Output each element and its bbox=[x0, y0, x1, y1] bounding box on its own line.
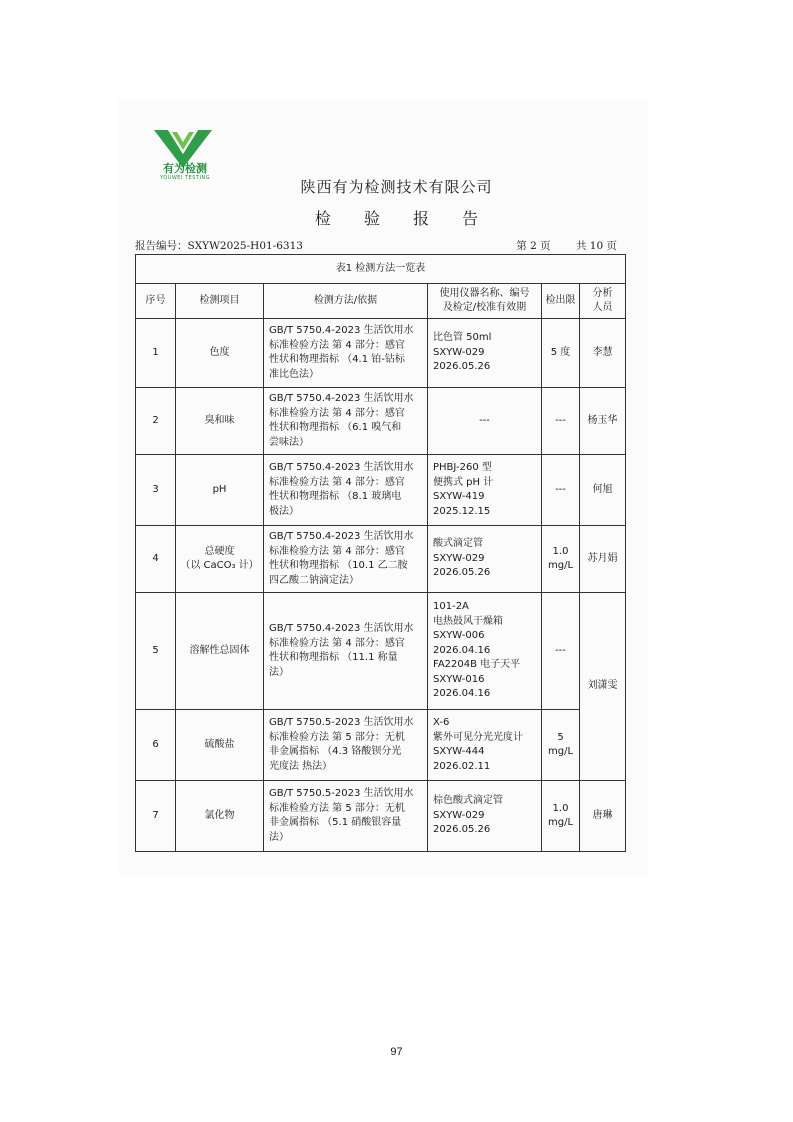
cell-analyst: 苏月娟 bbox=[580, 526, 626, 593]
header-instrument-line: 及检定/校准有效期 bbox=[442, 302, 527, 313]
instrument-line: 棕色酸式滴定管 bbox=[433, 795, 503, 807]
page-info bbox=[494, 238, 617, 253]
cell-method bbox=[264, 710, 428, 781]
method-line: 极法） bbox=[269, 505, 299, 517]
instrument-line: SXYW-029 bbox=[433, 346, 485, 358]
cell-item: 溶解性总固体 bbox=[176, 593, 264, 710]
method-line: 标准检验方法 第 4 部分：感官 bbox=[269, 476, 405, 488]
instrument-line: 紫外可见分光光度计 bbox=[433, 731, 523, 743]
cell-analyst: 刘潇雯 bbox=[580, 593, 626, 781]
cell-seq: 1 bbox=[136, 319, 176, 388]
cell-seq: 6 bbox=[136, 710, 176, 781]
method-line: 性状和物理指标 （8.1 玻璃电 bbox=[269, 491, 402, 502]
instrument-line: X-6 bbox=[433, 717, 450, 728]
method-line: 标准检验方法 第 5 部分：无机 bbox=[269, 802, 405, 814]
cell-item: 色度 bbox=[176, 319, 264, 388]
logo-text-cn: 有为检测 bbox=[163, 162, 207, 175]
logo-text-en: YOUWEI TESTING bbox=[159, 175, 211, 181]
header-analyst-line: 分析 bbox=[592, 287, 613, 299]
method-line: 性状和物理指标 （10.1 乙二胺 bbox=[269, 560, 408, 571]
cell-instrument bbox=[428, 455, 542, 526]
table-row bbox=[136, 319, 626, 388]
method-line: GB/T 5750.4-2023 生活饮用水 bbox=[269, 462, 414, 473]
table-row bbox=[136, 781, 626, 852]
cell-instrument bbox=[428, 593, 542, 710]
method-line: 光度法 热法） bbox=[269, 760, 333, 772]
method-line: 非金属指标 （4.3 铬酸钡分光 bbox=[269, 746, 402, 757]
instrument-line: 2026.05.26 bbox=[433, 361, 491, 373]
instrument-line: 2026.05.26 bbox=[433, 824, 491, 836]
cell-item bbox=[176, 526, 264, 593]
limit-line: 1.0 bbox=[552, 802, 569, 814]
instrument-line: 101-2A bbox=[433, 601, 469, 613]
cell-item: 硫酸盐 bbox=[176, 710, 264, 781]
method-line: 法） bbox=[269, 831, 289, 843]
cell-seq: 5 bbox=[136, 593, 176, 710]
limit-line: mg/L bbox=[547, 746, 574, 757]
report-header-line bbox=[135, 238, 625, 254]
cell-method bbox=[264, 319, 428, 388]
table-header-row bbox=[136, 284, 626, 319]
company-name: 陕西有为检测技术有限公司 bbox=[300, 178, 493, 196]
header-analyst bbox=[580, 284, 626, 319]
table-row bbox=[136, 388, 626, 455]
instrument-line: SXYW-029 bbox=[433, 552, 485, 564]
instrument-line: 电热鼓风干燥箱 bbox=[433, 615, 503, 627]
method-line: 性状和物理指标 （4.1 铂-钴标 bbox=[269, 354, 405, 365]
cell-instrument bbox=[428, 319, 542, 388]
limit-line: mg/L bbox=[547, 560, 574, 571]
method-line: 标准检验方法 第 4 部分：感官 bbox=[269, 407, 405, 419]
table-row bbox=[136, 526, 626, 593]
header-analyst-line: 人员 bbox=[592, 302, 613, 313]
method-table bbox=[135, 254, 626, 852]
instrument-line: 酸式滴定管 bbox=[433, 538, 483, 550]
cell-analyst: 杨玉华 bbox=[580, 388, 626, 455]
cell-seq: 3 bbox=[136, 455, 176, 526]
limit-line: 1.0 bbox=[552, 545, 569, 557]
cell-item: 氯化物 bbox=[176, 781, 264, 852]
header-instrument bbox=[428, 284, 542, 319]
cell-analyst: 唐琳 bbox=[580, 781, 626, 852]
method-line: 标准检验方法 第 5 部分：无机 bbox=[269, 731, 405, 743]
method-line: GB/T 5750.4-2023 生活饮用水 bbox=[269, 531, 414, 542]
header-seq: 序号 bbox=[136, 284, 176, 319]
table-caption: 表1 检测方法一览表 bbox=[136, 255, 626, 284]
header-method: 检测方法/依据 bbox=[264, 284, 428, 319]
instrument-line: PHBJ-260 型 bbox=[433, 462, 492, 473]
page-current: 第 2 页 bbox=[516, 240, 551, 252]
method-line: GB/T 5750.5-2023 生活饮用水 bbox=[269, 717, 414, 728]
page-total: 共 10 页 bbox=[575, 240, 617, 252]
header-limit: 检出限 bbox=[542, 284, 580, 319]
page-number: 97 bbox=[390, 1046, 403, 1058]
table-row bbox=[136, 455, 626, 526]
instrument-line: SXYW-029 bbox=[433, 809, 485, 821]
header-instrument-line: 使用仪器名称、编号 bbox=[439, 287, 530, 299]
item-line: 总硬度 bbox=[204, 545, 235, 557]
cell-instrument: --- bbox=[428, 388, 542, 455]
table-caption-row bbox=[136, 255, 626, 284]
method-line: GB/T 5750.4-2023 生活饮用水 bbox=[269, 325, 414, 336]
item-line: （以 CaCO₃ 计） bbox=[180, 560, 259, 571]
cell-instrument bbox=[428, 781, 542, 852]
method-line: GB/T 5750.4-2023 生活饮用水 bbox=[269, 623, 414, 634]
cell-analyst: 何旭 bbox=[580, 455, 626, 526]
method-line: GB/T 5750.4-2023 生活饮用水 bbox=[269, 393, 414, 404]
cell-instrument bbox=[428, 526, 542, 593]
cell-seq: 2 bbox=[136, 388, 176, 455]
instrument-line: 2026.05.26 bbox=[433, 567, 491, 579]
cell-item: 臭和味 bbox=[176, 388, 264, 455]
method-line: 准比色法） bbox=[269, 368, 319, 380]
method-line: 标准检验方法 第 4 部分：感官 bbox=[269, 545, 405, 557]
method-line: 性状和物理指标 （6.1 嗅气和 bbox=[269, 422, 402, 433]
table-row bbox=[136, 710, 626, 781]
cell-method bbox=[264, 455, 428, 526]
cell-limit bbox=[542, 526, 580, 593]
cell-limit: 5 度 bbox=[542, 319, 580, 388]
cell-item: pH bbox=[176, 455, 264, 526]
report-number: 报告编号：SXYW2025-H01-6313 bbox=[135, 240, 303, 252]
instrument-line: 便携式 pH 计 bbox=[433, 476, 494, 488]
instrument-line: SXYW-419 bbox=[433, 491, 485, 502]
cell-seq: 7 bbox=[136, 781, 176, 852]
cell-seq: 4 bbox=[136, 526, 176, 593]
method-line: 标准检验方法 第 4 部分：感官 bbox=[269, 637, 405, 649]
instrument-line: SXYW-444 bbox=[433, 746, 485, 757]
instrument-line: 比色管 50ml bbox=[433, 332, 492, 344]
cell-limit bbox=[542, 781, 580, 852]
cell-method bbox=[264, 526, 428, 593]
cell-limit: --- bbox=[542, 593, 580, 710]
method-line: GB/T 5750.5-2023 生活饮用水 bbox=[269, 788, 414, 799]
cell-limit bbox=[542, 710, 580, 781]
header-item: 检测项目 bbox=[176, 284, 264, 319]
limit-line: 5 bbox=[557, 731, 564, 743]
method-line: 四乙酸二钠滴定法） bbox=[269, 574, 359, 586]
cell-limit: --- bbox=[542, 455, 580, 526]
limit-line: mg/L bbox=[547, 817, 574, 828]
instrument-line: SXYW-016 bbox=[433, 673, 485, 685]
table-row bbox=[136, 593, 626, 710]
instrument-line: SXYW-006 bbox=[433, 630, 485, 642]
cell-instrument bbox=[428, 710, 542, 781]
instrument-line: 2026.04.16 bbox=[433, 688, 491, 700]
cell-analyst: 李慧 bbox=[580, 319, 626, 388]
instrument-line: 2025.12.15 bbox=[433, 505, 491, 517]
instrument-line: 2026.02.11 bbox=[433, 760, 491, 772]
method-line: 法） bbox=[269, 666, 289, 678]
cell-method bbox=[264, 388, 428, 455]
method-line: 非金属指标 （5.1 硝酸银容量 bbox=[269, 817, 402, 828]
method-line: 标准检验方法 第 4 部分：感官 bbox=[269, 339, 405, 351]
method-line: 性状和物理指标 （11.1 称量 bbox=[269, 652, 398, 663]
cell-method bbox=[264, 781, 428, 852]
cell-limit: --- bbox=[542, 388, 580, 455]
instrument-line: 2026.04.16 bbox=[433, 644, 491, 656]
instrument-line: FA2204B 电子天平 bbox=[433, 659, 521, 671]
cell-method bbox=[264, 593, 428, 710]
document-title: 检 验 报 告 bbox=[314, 209, 493, 228]
method-line: 尝味法） bbox=[269, 436, 309, 448]
